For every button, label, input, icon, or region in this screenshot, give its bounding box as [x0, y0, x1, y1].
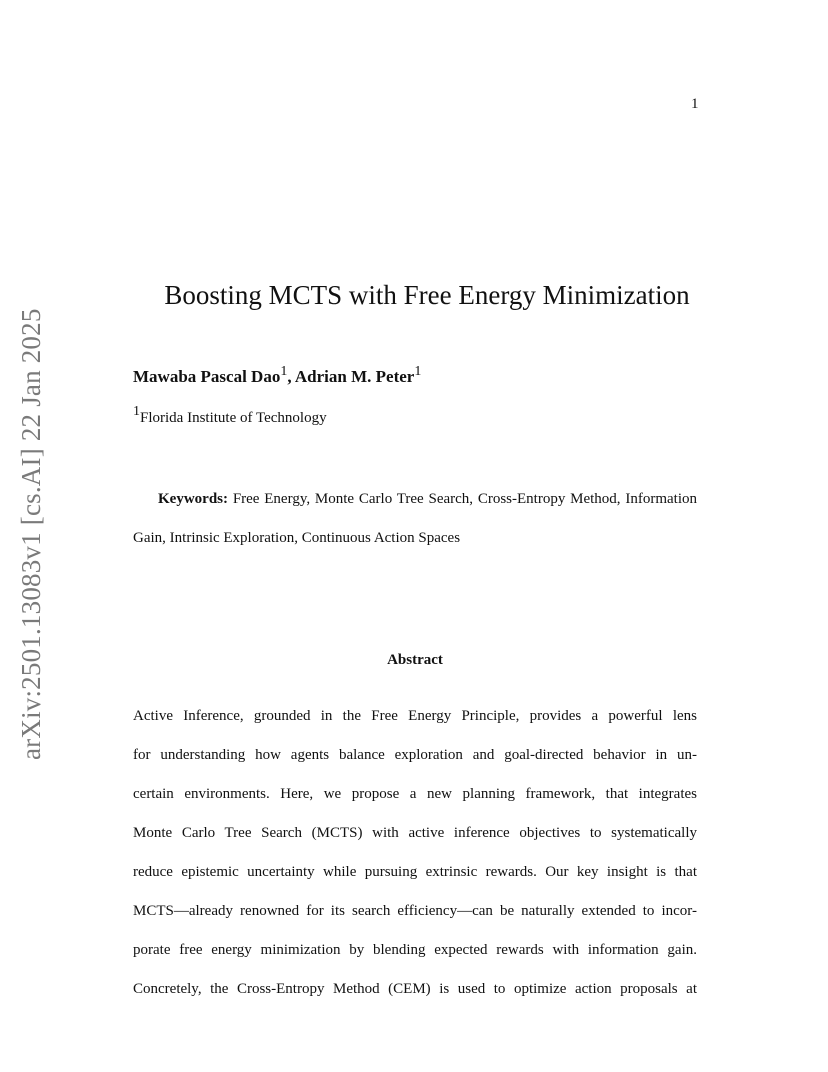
author-list	[133, 364, 421, 387]
abstract-line: Concretely, the Cross-Entropy Method (CEM) is used to optimize action proposals at	[133, 981, 697, 997]
affiliation	[133, 404, 327, 427]
page-number: 1	[691, 96, 699, 112]
abstract-line: Active Inference, grounded in the Free Energy Principle, provides a powerful lens	[133, 708, 697, 724]
affiliation-name: Florida Institute of Technology	[140, 410, 327, 426]
keywords-text: Free Energy, Monte Carlo Tree Search, Cross-Entropy Method, Information Gain, Intrinsic Exploration, Continuous Action Spaces	[133, 491, 698, 546]
author-separator: ,	[287, 367, 295, 386]
affiliation-mark: 1	[133, 404, 140, 419]
keywords-label: Keywords:	[158, 491, 228, 507]
abstract-line: porate free energy minimization by blending expected rewards with information gain.	[133, 942, 697, 958]
author-name: Adrian M. Peter	[294, 367, 415, 386]
arxiv-identifier-stamp[interactable]: arXiv:2501.13083v1 [cs.AI] 22 Jan 2025	[16, 308, 46, 760]
abstract-line: certain environments. Here, we propose a new planning framework, that integrates	[133, 786, 697, 802]
abstract-line: reduce epistemic uncertainty while pursuing extrinsic rewards. Our key insight is that	[133, 864, 697, 880]
paper-title: Boosting MCTS with Free Energy Minimization	[164, 280, 690, 310]
author-name: Mawaba Pascal Dao	[133, 367, 281, 386]
abstract-line: MCTS—already renowned for its search efficiency—can be naturally extended to incor-	[133, 903, 697, 919]
abstract-line: for understanding how agents balance exploration and goal-directed behavior in un-	[133, 747, 697, 763]
abstract-heading: Abstract	[387, 652, 443, 668]
author-affiliation-mark: 1	[414, 364, 422, 379]
abstract-line: Monte Carlo Tree Search (MCTS) with active inference objectives to systematically	[133, 825, 697, 841]
author-affiliation-mark: 1	[280, 364, 288, 379]
abstract-body	[133, 697, 697, 1009]
keywords-paragraph	[133, 480, 697, 558]
